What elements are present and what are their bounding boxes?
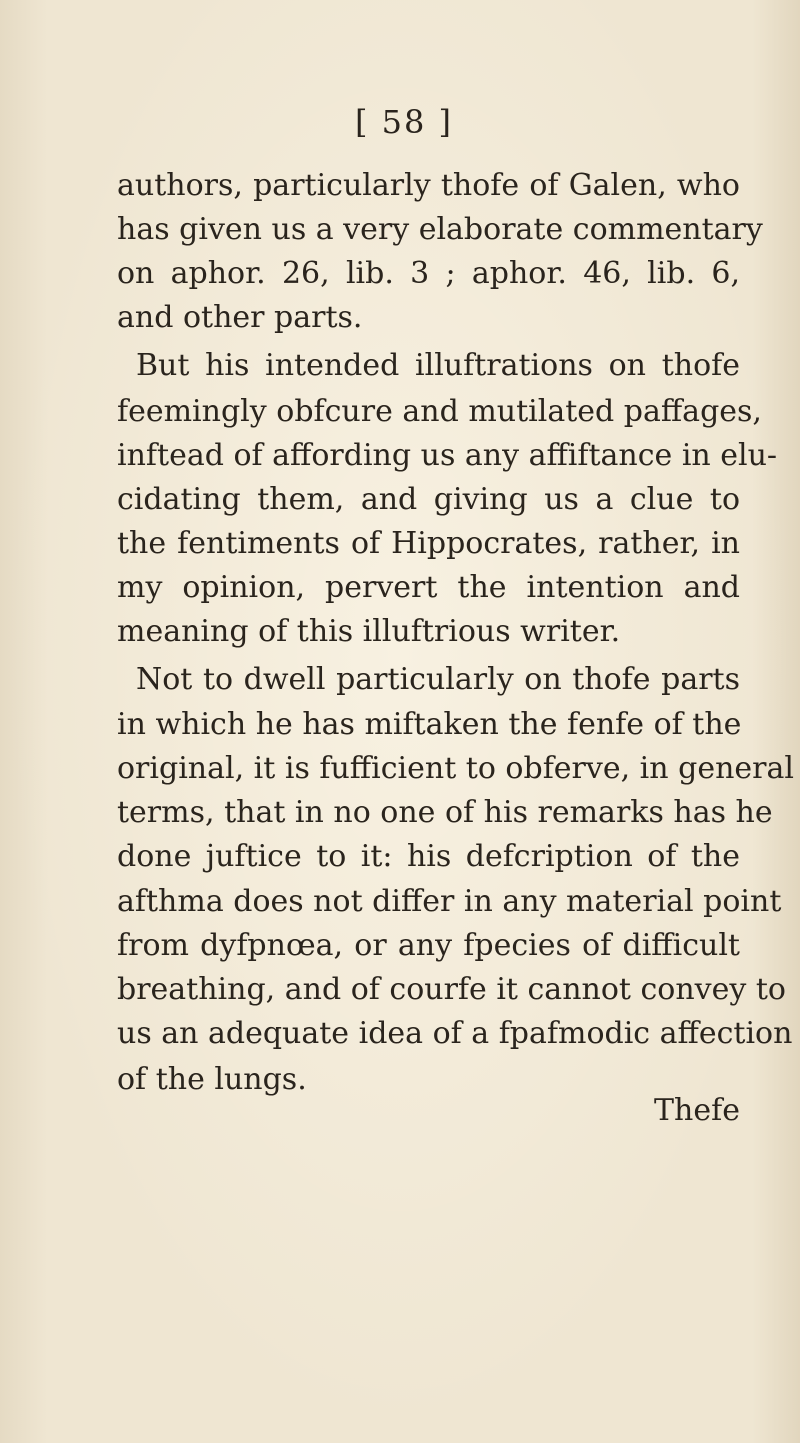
text-line: of the lungs.: [117, 1062, 307, 1097]
paragraph-start: But his intended illuftrations on thofe: [136, 348, 740, 383]
text-line: feemingly obfcure and mutilated paffages,: [117, 394, 762, 429]
text-line: the fentiments of Hippocrates, rather, in: [117, 526, 740, 561]
text-line: done juftice to it: his defcription of the: [117, 839, 740, 874]
text-line: on aphor. 26, lib. 3 ; aphor. 46, lib. 6,: [117, 256, 740, 291]
text-line: terms, that in no one of his remarks has he: [117, 795, 773, 830]
text-line: breathing, and of courfe it cannot convey to: [117, 972, 786, 1007]
text-line: inftead of affording us any affiftance in elu-: [117, 438, 778, 473]
text-line: my opinion, pervert the intention and: [117, 570, 740, 605]
text-line: from dyfpnœa, or any fpecies of difficult: [117, 928, 740, 963]
catchword: Thefe: [654, 1093, 740, 1128]
paragraph-start: Not to dwell particularly on thofe parts: [136, 662, 740, 697]
text-line: original, it is fufficient to obferve, in general: [117, 751, 794, 786]
text-line: has given us a very elaborate commentary: [117, 212, 763, 247]
page-number: [ 58 ]: [354, 103, 454, 141]
text-line: authors, particularly thofe of Galen, who: [117, 168, 740, 203]
text-line: and other parts.: [117, 300, 363, 335]
text-line: meaning of this illuftrious writer.: [117, 614, 621, 649]
text-line: cidating them, and giving us a clue to: [117, 482, 740, 517]
text-line: in which he has miftaken the fenfe of the: [117, 707, 742, 742]
text-line: us an adequate idea of a fpafmodic affection: [117, 1016, 793, 1051]
text-line: afthma does not differ in any material point: [117, 884, 782, 919]
